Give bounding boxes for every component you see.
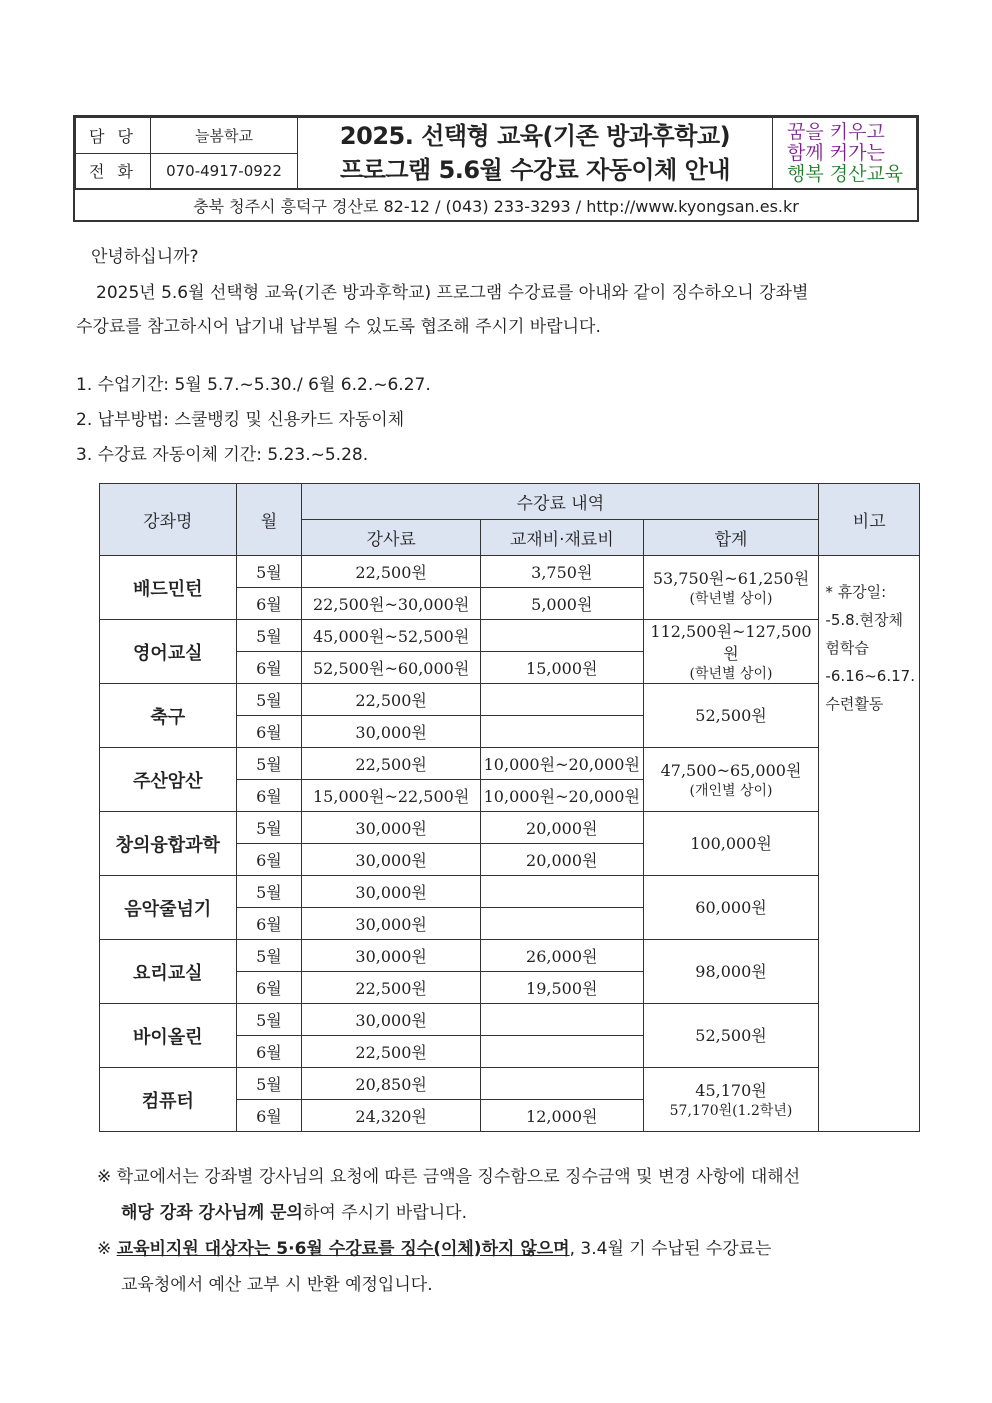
col-detail: 수강료 내역 <box>302 484 819 520</box>
list-item-transfer: 3. 수강료 자동이체 기간: 5.23.~5.28. <box>76 445 369 465</box>
note-2-line-1: ※ 교육비지원 대상자는 5·6월 수강료를 징수(이체)하지 않으며, 3.4월 기 수납된 수강료는 <box>97 1239 772 1259</box>
material-fee <box>480 1068 643 1100</box>
material-fee <box>480 908 643 940</box>
table-row <box>100 684 920 716</box>
list-item-period: 1. 수업기간: 5월 5.7.~5.30./ 6월 6.2.~6.27. <box>76 375 431 395</box>
table-row <box>100 940 920 972</box>
material-fee: 19,500원 <box>480 972 643 1004</box>
month-cell: 6월 <box>236 908 302 940</box>
total-fee: 45,170원 57,170원(1.2학년) <box>643 1068 819 1132</box>
instructor-fee: 24,320원 <box>302 1100 481 1132</box>
month-cell: 5월 <box>236 556 302 588</box>
instructor-fee: 22,500원 <box>302 556 481 588</box>
list-item-payment: 2. 납부방법: 스쿨뱅킹 및 신용카드 자동이체 <box>76 410 405 430</box>
month-cell: 5월 <box>236 876 302 908</box>
month-cell: 6월 <box>236 652 302 684</box>
instructor-fee: 20,850원 <box>302 1068 481 1100</box>
instructor-fee: 52,500원~60,000원 <box>302 652 481 684</box>
course-name: 배드민턴 <box>100 556 237 620</box>
instructor-fee: 22,500원~30,000원 <box>302 588 481 620</box>
table-row <box>100 876 920 908</box>
instructor-fee: 30,000원 <box>302 908 481 940</box>
document-title: 2025. 선택형 교육(기존 방과후학교) 프로그램 5.6월 수강료 자동이체 안내 <box>298 118 773 189</box>
month-cell: 5월 <box>236 812 302 844</box>
course-name: 음악줄넘기 <box>100 876 237 940</box>
total-fee: 52,500원 <box>643 1004 819 1068</box>
material-fee <box>480 684 643 716</box>
header-box <box>73 115 919 222</box>
month-cell: 5월 <box>236 748 302 780</box>
month-cell: 6월 <box>236 588 302 620</box>
month-cell: 6월 <box>236 780 302 812</box>
material-fee <box>480 716 643 748</box>
remark-cell: * 휴강일: -5.8.현장체 험학습 -6.16~6.17. 수련활동 <box>819 556 920 1132</box>
month-cell: 5월 <box>236 684 302 716</box>
material-fee: 20,000원 <box>480 844 643 876</box>
total-fee: 53,750원~61,250원 (학년별 상이) <box>643 556 819 620</box>
course-name: 요리교실 <box>100 940 237 1004</box>
school-address: 충북 청주시 흥덕구 경산로 82-12 / (043) 233-3293 / http://www.kyongsan.es.kr <box>75 189 917 223</box>
instructor-fee: 30,000원 <box>302 716 481 748</box>
month-cell: 5월 <box>236 1068 302 1100</box>
note-1-line-1: ※ 학교에서는 강좌별 강사님의 요청에 따른 금액을 징수함으로 징수금액 및 변경 사항에 대해선 <box>97 1167 801 1187</box>
col-total: 합계 <box>643 520 819 556</box>
fee-table <box>99 483 920 1132</box>
table-row <box>100 1068 920 1100</box>
material-fee: 10,000원~20,000원 <box>480 780 643 812</box>
manager-value: 늘봄학교 <box>151 118 298 154</box>
instructor-fee: 30,000원 <box>302 940 481 972</box>
instructor-fee: 15,000원~22,500원 <box>302 780 481 812</box>
col-course: 강좌명 <box>100 484 237 556</box>
instructor-fee: 30,000원 <box>302 1004 481 1036</box>
material-fee <box>480 620 643 652</box>
table-row <box>100 620 920 652</box>
material-fee: 20,000원 <box>480 812 643 844</box>
instructor-fee: 22,500원 <box>302 1036 481 1068</box>
school-slogan: 꿈을 키우고 함께 커가는 행복 경산교육 <box>773 118 917 189</box>
material-fee <box>480 1036 643 1068</box>
instructor-fee: 30,000원 <box>302 844 481 876</box>
col-instructor: 강사료 <box>302 520 481 556</box>
col-month: 월 <box>236 484 302 556</box>
note-1-line-2: 해당 강좌 강사님께 문의하여 주시기 바랍니다. <box>121 1203 467 1223</box>
material-fee <box>480 876 643 908</box>
intro-line-2: 수강료를 참고하시어 납기내 납부될 수 있도록 협조해 주시기 바랍니다. <box>76 317 601 337</box>
course-name: 컴퓨터 <box>100 1068 237 1132</box>
instructor-fee: 22,500원 <box>302 684 481 716</box>
material-fee: 15,000원 <box>480 652 643 684</box>
month-cell: 5월 <box>236 620 302 652</box>
instructor-fee: 22,500원 <box>302 748 481 780</box>
phone-value: 070-4917-0922 <box>151 153 298 189</box>
total-fee: 47,500~65,000원 (개인별 상이) <box>643 748 819 812</box>
instructor-fee: 22,500원 <box>302 972 481 1004</box>
col-remark: 비고 <box>819 484 920 556</box>
month-cell: 5월 <box>236 940 302 972</box>
course-name: 바이올린 <box>100 1004 237 1068</box>
total-fee: 98,000원 <box>643 940 819 1004</box>
table-row <box>100 1004 920 1036</box>
table-row <box>100 556 920 588</box>
month-cell: 6월 <box>236 716 302 748</box>
intro-line-1: 2025년 5.6월 선택형 교육(기존 방과후학교) 프로그램 수강료를 아내와 같이 징수하오니 강좌별 <box>96 283 809 303</box>
greeting: 안녕하십니까? <box>91 247 199 267</box>
total-fee: 52,500원 <box>643 684 819 748</box>
col-material: 교재비·재료비 <box>480 520 643 556</box>
total-fee: 112,500원~127,500원 (학년별 상이) <box>643 620 819 684</box>
phone-label: 전 화 <box>76 153 151 189</box>
month-cell: 6월 <box>236 844 302 876</box>
total-fee: 60,000원 <box>643 876 819 940</box>
material-fee: 26,000원 <box>480 940 643 972</box>
instructor-fee: 30,000원 <box>302 812 481 844</box>
material-fee: 10,000원~20,000원 <box>480 748 643 780</box>
course-name: 영어교실 <box>100 620 237 684</box>
table-row <box>100 748 920 780</box>
material-fee: 12,000원 <box>480 1100 643 1132</box>
material-fee <box>480 1004 643 1036</box>
instructor-fee: 45,000원~52,500원 <box>302 620 481 652</box>
course-name: 축구 <box>100 684 237 748</box>
course-name: 창의융합과학 <box>100 812 237 876</box>
month-cell: 6월 <box>236 1036 302 1068</box>
month-cell: 6월 <box>236 972 302 1004</box>
total-fee: 100,000원 <box>643 812 819 876</box>
material-fee: 3,750원 <box>480 556 643 588</box>
month-cell: 6월 <box>236 1100 302 1132</box>
note-2-line-2: 교육청에서 예산 교부 시 반환 예정입니다. <box>121 1275 433 1295</box>
manager-label: 담 당 <box>76 118 151 154</box>
material-fee: 5,000원 <box>480 588 643 620</box>
table-row <box>100 812 920 844</box>
instructor-fee: 30,000원 <box>302 876 481 908</box>
month-cell: 5월 <box>236 1004 302 1036</box>
course-name: 주산암산 <box>100 748 237 812</box>
